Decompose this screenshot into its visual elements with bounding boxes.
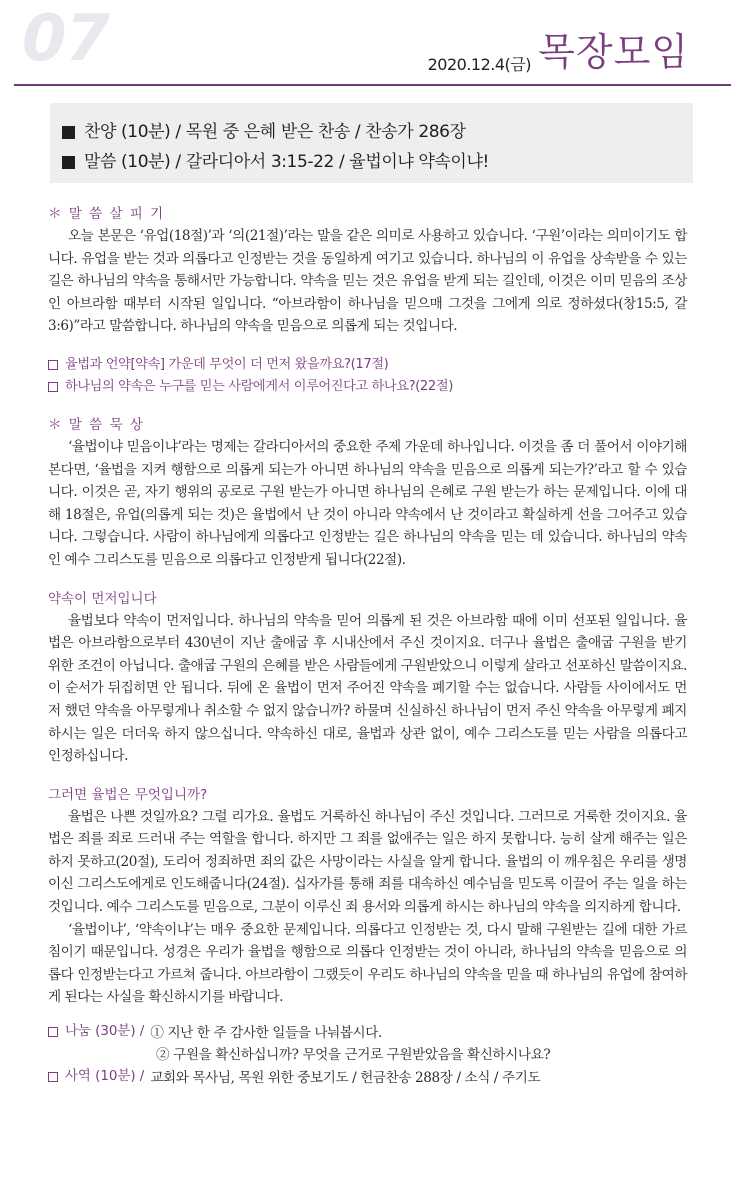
square-bullet-icon bbox=[62, 156, 75, 169]
service-label bbox=[48, 1066, 144, 1088]
summary-box bbox=[48, 103, 693, 183]
summary-word-text: 말씀 (10분) / 갈라디아서 3:15-22 / 율법이냐 약속이냐! bbox=[84, 152, 489, 172]
service-text: 교회와 목사님, 목원 위한 중보기도 / 헌금찬송 288장 / 소식 / 주기도 bbox=[150, 1070, 541, 1087]
what-is-law-body-2: ‘율법이냐’, ‘약속이냐’는 매우 중요한 문제입니다. 의롭다고 인정받는 것, 다시 말해 구원받는 길에 대한 가르침이기 때문입니다. 성경은 우리가 율법을 행함으로 의롭다 인정받는 것이 아니라, 하나님의 약속을 믿음으로 의롭다 인정받는다고 가르쳐 줍니다. 아브라함이 그랬듯이 우리도 하나님의 약속을 믿을 때 하나님의 유업에 참여하게 된다는 사실을 확신하시기를 바랍니다. bbox=[48, 921, 687, 1006]
title-divider bbox=[14, 84, 731, 86]
promise-first-body: 율법보다 약속이 먼저입니다. 하나님의 약속을 믿어 의롭게 된 것은 아브라함 때에 이미 선포된 일입니다. 율법은 아브라함으로부터 430년이 지난 출애굽 후 시내산에서 주신 것이지요. 더구나 율법은 출애굽 구원을 받기 위한 조건이 아닙니다. 출애굽 구원의 은혜를 받은 사람들에게 구원받았으니 이렇게 살라고 선포하신 말씀이지요. 이 순서가 뒤집히면 안 됩니다. 뒤에 온 율법이 먼저 주어진 약속을 폐기할 수는 없습니다. 사람들 사이에서도 먼저 했던 약속을 아무렇게나 취소할 수 없지 않습니까? 하물며 신실하신 하나님이 먼저 주신 약속을 아무렇게 폐지하시는 일은 더더욱 하지 않으십니다. 약속하신 대로, 율법과 상관 없이, 예수 그리스도를 믿는 사람을 의롭다고 인정하십니다. bbox=[48, 612, 687, 765]
summary-word bbox=[62, 147, 693, 177]
checkbox-outline-icon bbox=[48, 360, 58, 370]
meditate-heading: ＊ 말 씀 묵 상 bbox=[48, 416, 145, 433]
service-label-text: 사역 (10분) / bbox=[65, 1069, 145, 1085]
observe-heading: ＊ 말 씀 살 피 기 bbox=[48, 206, 165, 222]
sharing-item-2: ② 구원을 확신하십니까? 무엇을 근거로 구원받았음을 확신하시나요? bbox=[156, 1047, 551, 1064]
main-content bbox=[48, 203, 687, 1089]
sharing-label bbox=[48, 1021, 144, 1043]
question-2 bbox=[48, 376, 687, 398]
what-is-law-body-1: 율법은 나쁜 것일까요? 그럴 리가요. 율법도 거룩하신 하나님이 주신 것입니다. 그러므로 거룩한 것이지요. 율법은 죄를 죄로 드러내 주는 역할을 합니다. 하지만 그 죄를 없애주는 일은 하지 못합니다. 능히 살게 해주는 일은 하지 못하고(20절), 도리어 정죄하면 죄의 값은 사망이라는 사실을 알게 합니다. 율법의 이 깨우침은 우리를 생명이신 그리스도에게로 인도해줍니다(24절). 십자가를 통해 죄를 대속하신 예수님을 믿도록 이끌어 주는 일을 하는 것입니다. 예수 그리스도를 믿음으로, 그분이 이루신 죄 용서와 의롭게 하시는 하나님의 약속을 의지하게 합니다. bbox=[48, 808, 687, 916]
meditate-body: ‘율법이냐 믿음이냐’라는 명제는 갈라디아서의 중요한 주제 가운데 하나입니다. 이것을 좀 더 풀어서 이야기해 본다면, ‘율법을 지켜 행함으로 의롭게 되는가 아니면 하나님의 약속을 믿음으로 의롭게 되는가?’라고 할 수 있습니다. 이것은 곧, 자기 행위의 공로로 구원 받는가 아니면 하나님의 은혜로 구원 받는가 하는 문제입니다. 이에 대해 18절은, 유업(의롭게 되는 것)은 율법에서 난 것이 아니라 약속에서 난 것이라고 확실하게 선을 그어주고 있습니다. 그렇습니다. 사람이 하나님에게 의롭다고 인정받는 길은 하나님의 약속을 믿는 데 있습니다. 하나님의 약속인 예수 그리스도를 믿음으로 의롭다고 인정받게 됩니다(22절). bbox=[48, 438, 687, 568]
what-is-law-heading: 그러면 율법은 무엇입니까? bbox=[48, 786, 208, 803]
summary-praise bbox=[62, 117, 693, 147]
sharing-label-text: 나눔 (30분) / bbox=[65, 1024, 145, 1040]
promise-first-heading: 약속이 먼저입니다 bbox=[48, 590, 157, 607]
summary-praise-text: 찬양 (10분) / 목원 중 은혜 받은 찬송 / 찬송가 286장 bbox=[84, 122, 466, 142]
meeting-date: 2020.12.4(금) bbox=[427, 55, 531, 74]
question-2-text: 하나님의 약속은 누구를 믿는 사람에게서 이루어진다고 하나요?(22절) bbox=[65, 378, 453, 394]
sharing-row-2 bbox=[48, 1044, 687, 1066]
sharing-row bbox=[48, 1021, 687, 1044]
question-1-text: 율법과 언약[약속] 가운데 무엇이 더 먼저 왔을까요?(17절) bbox=[65, 356, 389, 372]
checkbox-outline-icon bbox=[48, 1072, 58, 1082]
square-bullet-icon bbox=[62, 126, 75, 139]
page-number: 07 bbox=[22, 2, 110, 76]
observe-body: 오늘 본문은 ‘유업(18절)’과 ‘의(21절)’라는 말을 같은 의미로 사용하고 있습니다. ‘구원’이라는 의미이기도 합니다. 유업을 받는 것과 의롭다고 인정받는 것을 동일하게 여기고 있습니다. 하나님의 이 유업을 상속받을 수 있는 길은 하나님의 약속을 통해서만 가능합니다. 약속을 믿는 것은 유업을 받게 되는 길인데, 이것은 이미 믿음의 조상인 아브라함 때부터 시작된 일입니다. “아브라함이 하나님을 믿으매 그것을 그에게 의로 정하셨다(창15:5, 갈3:6)”라고 말씀합니다. 하나님의 약속을 믿음으로 의롭게 되는 것입니다. bbox=[48, 228, 687, 335]
checkbox-outline-icon bbox=[48, 1027, 58, 1037]
service-row bbox=[48, 1066, 687, 1089]
sharing-item-1: ① 지난 한 주 감사한 일들을 나눠봅시다. bbox=[150, 1025, 382, 1042]
checkbox-outline-icon bbox=[48, 382, 58, 392]
page-title: 목장모임 bbox=[538, 30, 689, 74]
question-1 bbox=[48, 354, 687, 376]
